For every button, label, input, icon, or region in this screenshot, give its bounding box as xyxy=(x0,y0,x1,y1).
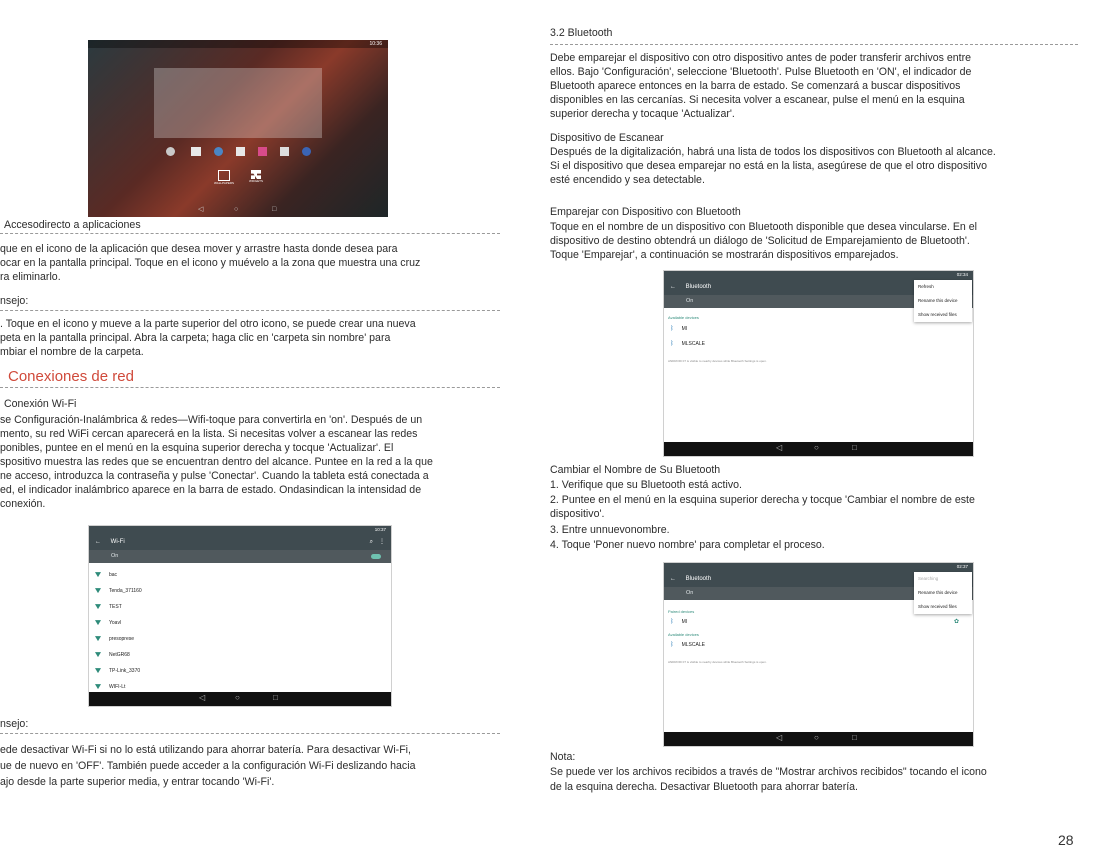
bt-body-line: disponibles en las cercanías. Si necesita volver a escanear, pulse el menú en la esquina xyxy=(550,94,965,106)
bluetooth-heading: 3.2 Bluetooth xyxy=(550,27,613,39)
scan-body-line: Después de la digitalización, habrá una lista de todos los dispositivos con Bluetooth al alcance. xyxy=(550,146,996,158)
screen-title: Wi-Fi xyxy=(110,539,125,545)
section-label: Available devices xyxy=(668,632,699,637)
menu-item-rename[interactable]: Rename this device xyxy=(918,298,958,303)
network-item[interactable]: presoprese xyxy=(89,633,391,645)
menu-item-searching[interactable]: Searching xyxy=(918,576,939,581)
wifi-signal-icon xyxy=(95,652,101,657)
rename-step: 4. Toque 'Poner nuevo nombre' para completar el proceso. xyxy=(550,539,825,551)
menu-item-received-files[interactable]: Show received files xyxy=(918,312,957,317)
section-title: Conexiones de red xyxy=(8,368,134,385)
network-item[interactable]: WIFI-Lt xyxy=(89,681,391,693)
device-item[interactable]: ᛒ MLSCALE xyxy=(664,639,973,651)
wifi-screenshot xyxy=(88,525,392,707)
status-time: 10:36 xyxy=(369,41,382,47)
network-item[interactable]: Tenda_371160 xyxy=(89,585,391,597)
wallpapers-button[interactable]: WALLPAPERS xyxy=(212,170,236,185)
settings-gear-icon[interactable]: ✿ xyxy=(953,619,959,625)
wifi-signal-icon xyxy=(95,620,101,625)
shortcut-body-line: que en el icono de la aplicación que desea mover y arrastre hasta donde desea para xyxy=(0,243,398,255)
scan-title: Dispositivo de Escanear xyxy=(550,132,664,144)
section-label: Available devices xyxy=(668,315,699,320)
widgets-button[interactable]: WIDGETS xyxy=(244,170,268,183)
wifi-signal-icon xyxy=(95,572,101,577)
bluetooth-icon: ᛒ xyxy=(670,326,674,332)
consejo-label: nsejo: xyxy=(0,295,29,307)
bluetooth-icon: ᛒ xyxy=(670,619,674,625)
wifi-body-line: conexión. xyxy=(0,498,46,510)
wifi-title: Conexión Wi-Fi xyxy=(4,398,77,410)
home-icon[interactable]: ○ xyxy=(234,206,239,213)
back-arrow-icon[interactable]: ← xyxy=(670,576,676,582)
pair-title: Emparejar con Dispositivo con Bluetooth xyxy=(550,206,741,218)
consejo-body-line: mbiar el nombre de la carpeta. xyxy=(0,346,144,358)
app-icon-row xyxy=(166,147,316,159)
back-arrow-icon[interactable]: ← xyxy=(95,539,101,545)
app-icon[interactable] xyxy=(280,147,289,156)
bluetooth-icon: ᛒ xyxy=(670,341,674,347)
recents-icon[interactable]: □ xyxy=(852,443,857,452)
menu-item-received-files[interactable]: Show received files xyxy=(918,604,957,609)
consejo-body-line: ue de nuevo en 'OFF'. También puede acceder a la configuración Wi-Fi deslizando hacia xyxy=(0,760,416,772)
app-icon[interactable] xyxy=(302,147,311,156)
consejo-body-line: . Toque en el icono y mueve a la parte superior del otro icono, se puede crear una nueva xyxy=(0,318,416,330)
more-icon[interactable]: ⋮ xyxy=(379,539,385,545)
wifi-body-line: spositivo muestra las redes que se encuentran dentro del alcance. Puntee en la red a la que xyxy=(0,456,433,468)
nav-bar xyxy=(664,442,973,456)
toggle-label: On xyxy=(111,553,119,559)
section-label: Paired devices xyxy=(668,609,695,614)
shortcut-body-line: ra eliminarlo. xyxy=(0,271,61,283)
menu-item-rename[interactable]: Rename this device xyxy=(918,590,958,595)
consejo-body-line: ede desactivar Wi-Fi si no lo está utilizando para ahorrar batería. Para desactivar Wi-Fi, xyxy=(0,744,411,756)
widget-placeholder xyxy=(154,68,322,138)
bt-body-line: Debe emparejar el dispositivo con otro dispositivo antes de poder transferir archivos entre xyxy=(550,52,972,64)
app-icon[interactable] xyxy=(166,147,175,156)
shortcut-caption: Accesodirecto a aplicaciones xyxy=(4,219,141,231)
status-time: 10:37 xyxy=(374,527,386,532)
network-item[interactable]: NetGR68 xyxy=(89,649,391,661)
back-icon[interactable]: ◁ xyxy=(199,693,206,702)
wifi-toggle[interactable] xyxy=(371,554,381,559)
status-time: 02:37 xyxy=(956,564,968,569)
wifi-signal-icon xyxy=(95,668,101,673)
device-item[interactable]: ᛒ MI ✿ xyxy=(664,616,973,628)
recents-icon[interactable]: □ xyxy=(272,206,277,213)
footnote: ANDROID 07 is visible to nearby devices while Bluetooth Settings is open. xyxy=(668,660,767,664)
divider xyxy=(0,733,500,734)
pair-body-line: Toque en el nombre de un dispositivo con Bluetooth disponible que desea vincularse. En el xyxy=(550,221,977,233)
wifi-signal-icon xyxy=(95,684,101,689)
network-item[interactable]: Yoavl xyxy=(89,617,391,629)
back-icon[interactable]: ◁ xyxy=(776,443,783,452)
back-arrow-icon[interactable]: ← xyxy=(670,284,676,290)
shortcut-body-line: ocar en la pantalla principal. Toque en el icono y muévelo a la zona que muestra una cruz xyxy=(0,257,421,269)
rename-step: dispositivo'. xyxy=(550,508,605,520)
pair-body-line: Toque 'Emparejar', a continuación se mostrarán dispositivos emparejados. xyxy=(550,249,899,261)
bluetooth-rename-screenshot xyxy=(663,562,974,747)
nota-label: Nota: xyxy=(550,751,576,763)
toggle-label: On xyxy=(686,298,694,304)
divider xyxy=(0,387,500,388)
wifi-signal-icon xyxy=(95,604,101,609)
wifi-body-line: se Configuración-Inalámbrica & redes—Wifi-toque para convertirla en 'on'. Después de un xyxy=(0,414,423,426)
device-item[interactable]: ᛒ MI xyxy=(664,323,973,335)
screen-title: Bluetooth xyxy=(685,576,712,582)
home-icon[interactable]: ○ xyxy=(814,733,819,742)
home-icon[interactable]: ○ xyxy=(235,693,240,702)
status-time: 02:34 xyxy=(956,272,968,277)
rename-step: 2. Puntee en el menú en la esquina superior derecha y tocque 'Cambiar el nombre de este xyxy=(550,494,975,506)
app-icon[interactable] xyxy=(236,147,245,156)
page-number: 28 xyxy=(1058,832,1074,848)
divider xyxy=(0,233,500,234)
network-item[interactable]: TEST xyxy=(89,601,391,613)
recents-icon[interactable]: □ xyxy=(273,693,278,702)
bt-body-line: ellos. Bajo 'Configuración', seleccione 'Bluetooth'. Pulse Bluetooth en 'ON', el indicador de xyxy=(550,66,972,78)
consejo-body-line: peta en la pantalla principal. Abra la carpeta; haga clic en 'carpeta sin nombre' para xyxy=(0,332,391,344)
app-icon[interactable] xyxy=(258,147,267,156)
rename-title: Cambiar el Nombre de Su Bluetooth xyxy=(550,464,721,476)
back-icon[interactable]: ◁ xyxy=(776,733,783,742)
nav-bar xyxy=(88,203,388,217)
home-screenshot xyxy=(88,40,388,217)
camera-icon[interactable] xyxy=(191,147,201,156)
scan-body-line: esté encendido y sea detectable. xyxy=(550,174,705,186)
overflow-menu xyxy=(914,280,972,322)
wifi-body-line: ed, el indicador inalámbrico aparece en la barra de estado. Ondasindican la intensidad de xyxy=(0,484,422,496)
footnote: ANDROID 07 is visible to nearby devices while Bluetooth Settings is open. xyxy=(668,359,767,363)
divider xyxy=(0,310,500,311)
menu-item-refresh[interactable]: Refresh xyxy=(918,284,934,289)
consejo-label: nsejo: xyxy=(0,718,29,730)
toggle-label: On xyxy=(686,590,694,596)
wifi-signal-icon xyxy=(95,636,101,641)
overflow-menu xyxy=(914,572,972,614)
wifi-body-line: ne acceso, introduzca la contraseña y pulse 'Conectar'. Cuando la tableta está conectada a xyxy=(0,470,429,482)
recents-icon[interactable]: □ xyxy=(852,733,857,742)
device-item[interactable]: ᛒ MLSCALE xyxy=(664,338,973,350)
bt-body-line: superior derecha y tocaque 'Actualizar'. xyxy=(550,108,735,120)
network-item[interactable]: bac xyxy=(89,569,391,581)
back-icon[interactable]: ◁ xyxy=(198,206,204,213)
nav-bar xyxy=(664,732,973,746)
rename-step: 3. Entre unnuevonombre. xyxy=(550,524,670,536)
screen-title: Bluetooth xyxy=(685,284,712,290)
app-icon[interactable] xyxy=(214,147,223,156)
rename-step: 1. Verifique que su Bluetooth está activo. xyxy=(550,479,742,491)
consejo-body-line: ajo desde la parte superior media, y entrar tocando 'Wi-Fi'. xyxy=(0,776,275,788)
wifi-body-line: mento, su red WiFi cercan aparecerá en la lista. Si necesitas volver a escanear las redes xyxy=(0,428,418,440)
wifi-body-line: ponibles, puntee en el menú en la esquina superior derecha y tocque 'Actualizar'. El xyxy=(0,442,394,454)
home-icon[interactable]: ○ xyxy=(814,443,819,452)
pair-body-line: dispositivo de destino obtendrá un diálogo de 'Solicitud de Emparejamiento de Bluetooth'. xyxy=(550,235,970,247)
divider xyxy=(550,44,1078,45)
nav-bar xyxy=(89,692,391,706)
bluetooth-screenshot xyxy=(663,270,974,457)
search-icon[interactable]: ⌕ xyxy=(369,539,373,545)
nota-body-line: Se puede ver los archivos recibidos a través de "Mostrar archivos recibidos" tocando el icono xyxy=(550,766,987,778)
network-item[interactable]: TP-Link_3370 xyxy=(89,665,391,677)
scan-body-line: Si el dispositivo que desea emparejar no está en la lista, asegúrese de que el otro dispositivo xyxy=(550,160,987,172)
wifi-signal-icon xyxy=(95,588,101,593)
nota-body-line: de la esquina derecha. Desactivar Bluetooth para ahorrar batería. xyxy=(550,781,858,793)
bt-body-line: Bluetooth aparece entonces en la barra de estado. Se comenzará a buscar dispositivos xyxy=(550,80,961,92)
bluetooth-icon: ᛒ xyxy=(670,642,674,648)
